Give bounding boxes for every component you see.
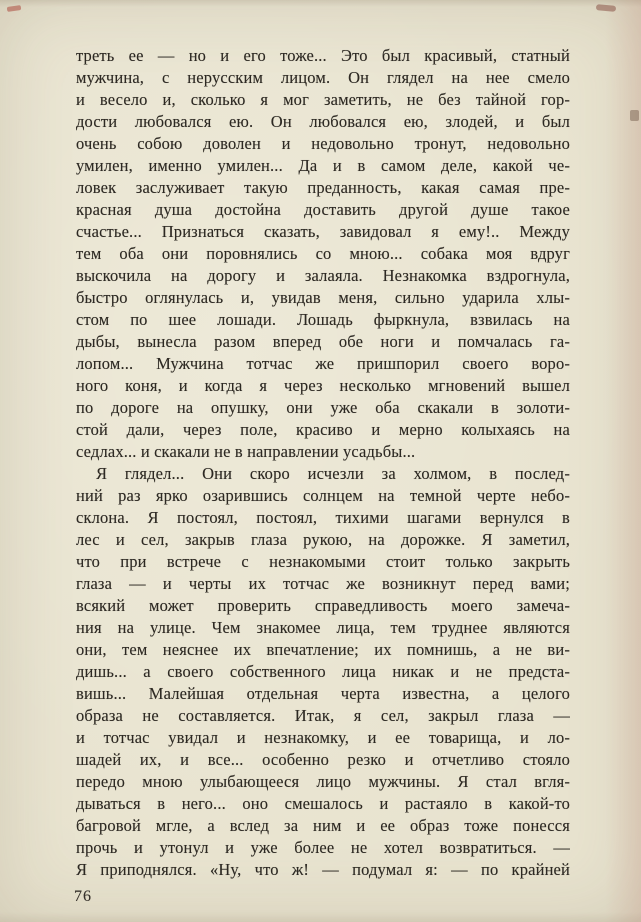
text-block bbox=[76, 45, 570, 881]
text-line: багровой мгле, а вслед за ним и ее образ тоже понесся bbox=[76, 816, 570, 835]
text-line: Я глядел... Они скоро исчезли за холмом, в послед- bbox=[96, 464, 570, 483]
text-line: красная душа достойна доставить другой душе такое bbox=[76, 200, 570, 219]
text-line: что при встрече с незнакомыми стоит только закрыть bbox=[76, 552, 570, 571]
text-line: треть ее — но и его тоже... Это был красивый, статный bbox=[76, 46, 570, 65]
text-line: тем оба они поровнялись со мною... собака моя вдруг bbox=[76, 244, 570, 263]
text-line: стой дали, через поле, красиво и мерно колыхаясь на bbox=[76, 420, 570, 439]
text-line: дываться в него... оно смешалось и растаяло в какой-то bbox=[76, 794, 570, 813]
text-line: ний раз ярко озарившись солнцем на темной черте небо- bbox=[76, 486, 570, 505]
text-line: стом по шее лошади. Лошадь фыркнула, взвилась на bbox=[76, 310, 570, 329]
text-line: ного коня, и когда я через несколько мгновений вышел bbox=[76, 376, 570, 395]
text-line: они, тем неяснее их впечатление; их помнишь, а не ви- bbox=[76, 640, 570, 659]
text-line: ловек заслуживает такую преданность, какая самая пре- bbox=[76, 178, 570, 197]
text-line: лопом... Мужчина тотчас же пришпорил своего воро- bbox=[76, 354, 570, 373]
text-line: лес и сел, закрыв глаза рукою, на дорожке. Я заметил, bbox=[76, 530, 570, 549]
text-line: прочь и утонул и уже более не хотел возвратиться. — bbox=[76, 838, 570, 857]
text-line: быстро оглянулась и, увидав меня, сильно ударила хлы- bbox=[76, 288, 570, 307]
text-line: глаза — и черты их тотчас же возникнут перед вами; bbox=[76, 574, 570, 593]
text-line: дыбы, вынесла разом вперед обе ноги и помчалась га- bbox=[76, 332, 570, 351]
text-line: всякий может проверить справедливость моего замеча- bbox=[76, 596, 570, 615]
text-line: очень собою доволен и недовольно тронут, недовольно bbox=[76, 134, 570, 153]
text-line: по дороге на опушку, они уже оба скакали в золоти- bbox=[76, 398, 570, 417]
text-line: передо мною улыбающееся лицо мужчины. Я стал вгля- bbox=[76, 772, 570, 791]
text-line: седлах... и скакали не в направлении усадьбы... bbox=[76, 442, 416, 461]
text-line: вишь... Малейшая отдельная черта известна, а целого bbox=[76, 684, 570, 703]
text-line: Я приподнялся. «Ну, что ж! — подумал я: — по крайней bbox=[76, 860, 570, 879]
scan-artifact-top-left bbox=[7, 5, 22, 12]
text-line: дости любовался ею. Он любовался ею, злодей, и был bbox=[76, 112, 570, 131]
scan-artifact-right-edge bbox=[630, 110, 639, 121]
text-line: шадей их, и все... особенно резко и отчетливо стояло bbox=[76, 750, 570, 769]
text-line: ния на улице. Чем знакомее лица, тем труднее являются bbox=[76, 618, 570, 637]
text-line: мужчина, с нерусским лицом. Он глядел на нее смело bbox=[76, 68, 570, 87]
text-line: и тотчас увидал и незнакомку, и ее товарища, и ло- bbox=[76, 728, 570, 747]
page-number: 76 bbox=[74, 888, 92, 905]
text-line: образа не составляется. Итак, я сел, закрыл глаза — bbox=[76, 706, 570, 725]
text-line: умилен, именно умилен... Да и в самом деле, какой че- bbox=[76, 156, 570, 175]
text-line: выскочила на дорогу и залаяла. Незнакомка вздрогнула, bbox=[76, 266, 570, 285]
text-line: склона. Я постоял, постоял, тихими шагами вернулся в bbox=[76, 508, 570, 527]
scan-artifact-top-right bbox=[596, 4, 616, 12]
text-line: дишь... а своего собственного лица никак и не предста- bbox=[76, 662, 570, 681]
text-line: и весело и, сколько я мог заметить, не без тайной гор- bbox=[76, 90, 570, 109]
text-line: счастье... Признаться сказать, завидовал я ему!.. Между bbox=[76, 222, 570, 241]
